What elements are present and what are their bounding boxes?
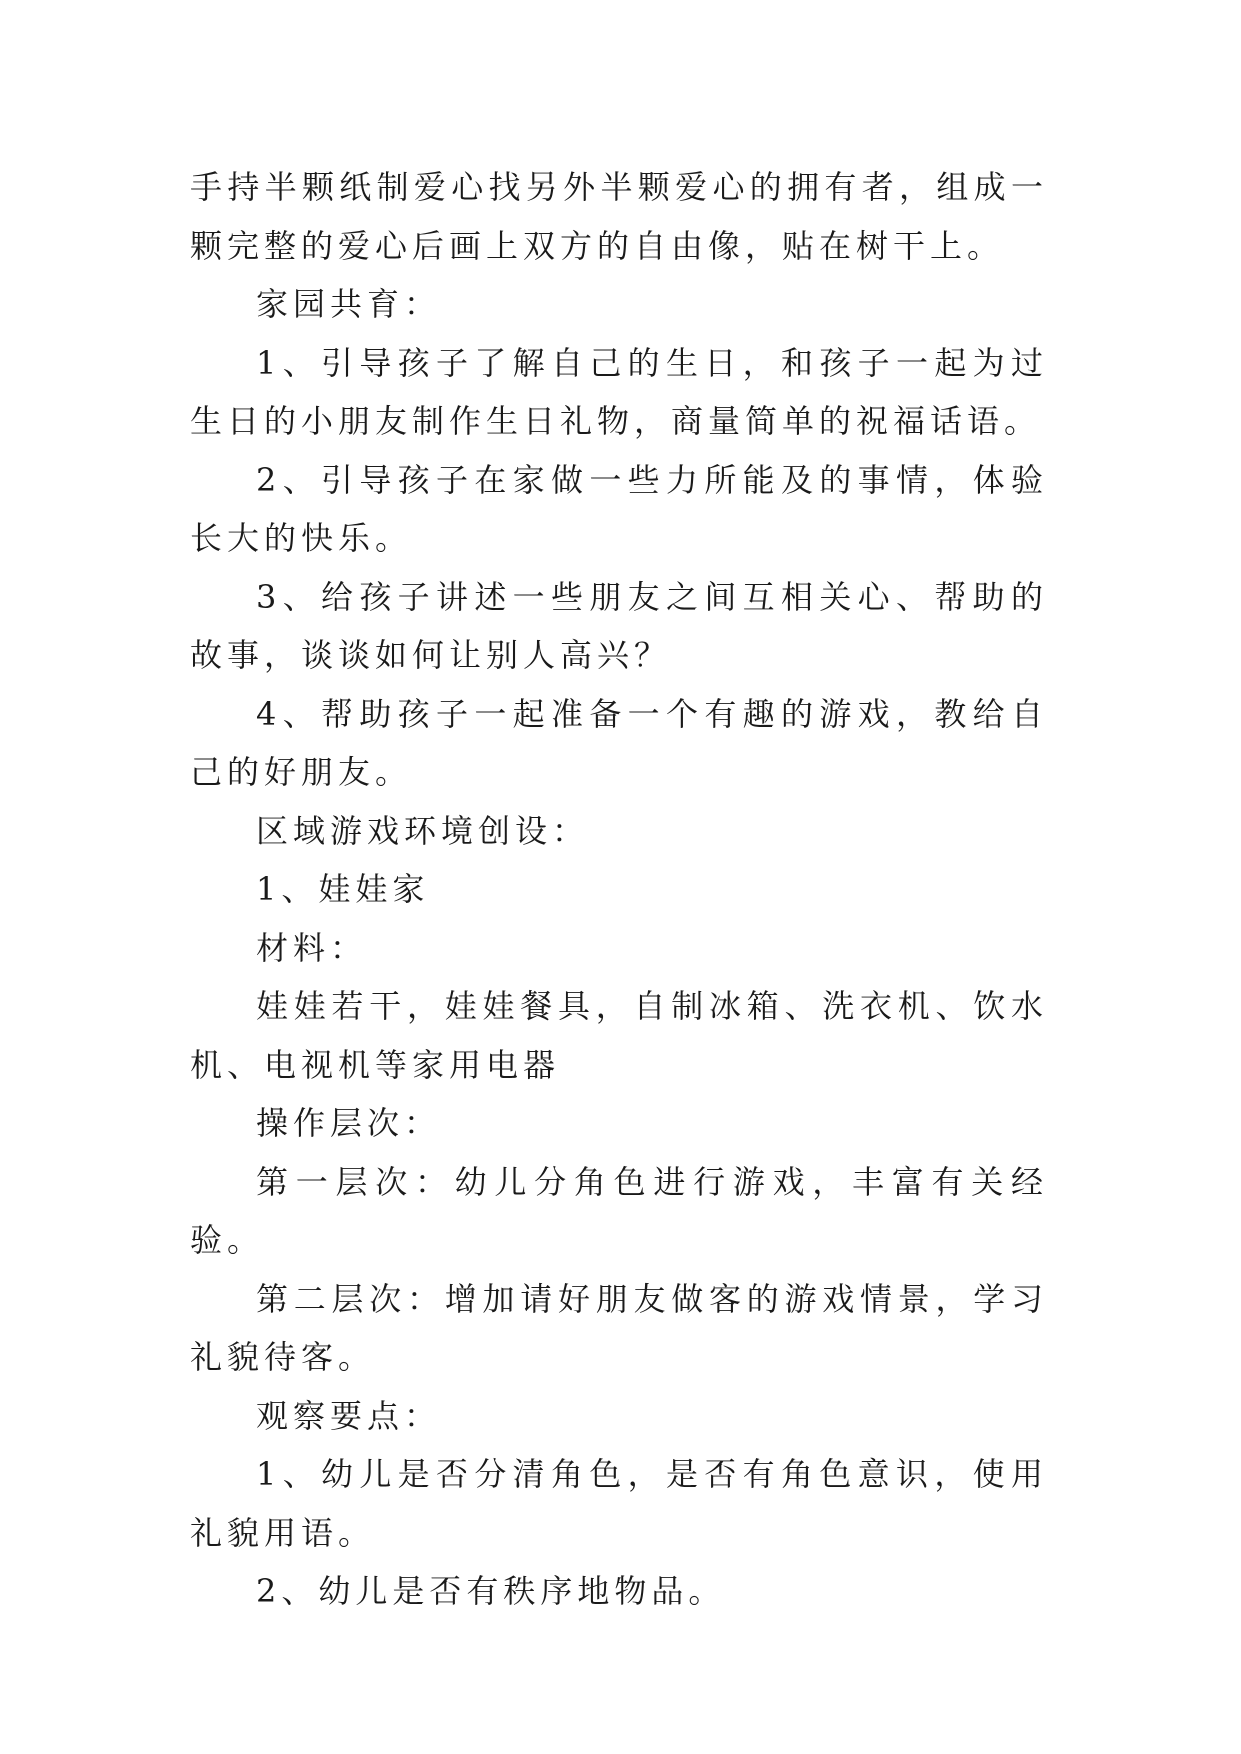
paragraph: 第一层次：幼儿分角色进行游戏，丰富有关经验。 (190, 1162, 1048, 1259)
paragraph: 第二层次：增加请好朋友做客的游戏情景，学习礼貌待客。 (190, 1279, 1048, 1376)
list-item: 2、引导孩子在家做一些力所能及的事情，体验长大的快乐。 (190, 460, 1048, 557)
paragraph: 娃娃若干，娃娃餐具，自制冰箱、洗衣机、饮水机、电视机等家用电器 (190, 987, 1048, 1084)
list-item: 1、引导孩子了解自己的生日，和孩子一起为过生日的小朋友制作生日礼物，商量简单的祝福话语。 (190, 343, 1048, 440)
label-materials: 材料： (256, 928, 368, 967)
paragraph: 手持半颗纸制爱心找另外半颗爱心的拥有者，组成一颗完整的爱心后画上双方的自由像，贴在树干上。 (190, 168, 1048, 265)
subsection-heading: 1、娃娃家 (256, 870, 430, 908)
section-heading-area-games: 区域游戏环境创设： (256, 811, 590, 850)
document-body (190, 158, 1048, 1621)
section-heading-home-school: 家园共育： (256, 285, 442, 323)
label-observation-points: 观察要点： (256, 1396, 442, 1435)
list-item: 1、幼儿是否分清角色，是否有角色意识，使用礼貌用语。 (190, 1455, 1048, 1552)
list-item: 4、帮助孩子一起准备一个有趣的游戏，教给自己的好朋友。 (190, 694, 1048, 791)
list-item: 2、幼儿是否有秩序地物品。 (256, 1572, 726, 1610)
list-item: 3、给孩子讲述一些朋友之间互相关心、帮助的故事，谈谈如何让别人高兴？ (190, 577, 1048, 674)
label-operation-levels: 操作层次： (256, 1104, 442, 1142)
